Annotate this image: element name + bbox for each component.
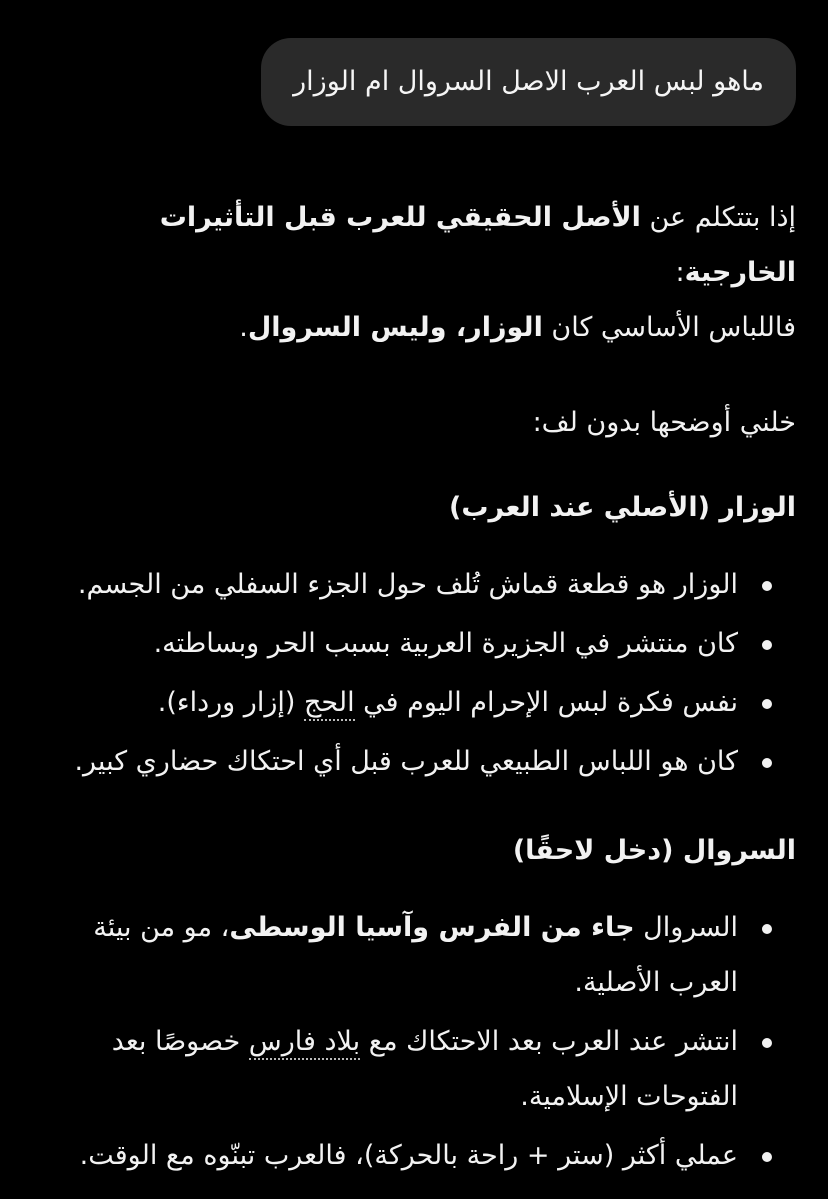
list-item-text: (إزار ورداء). [157, 687, 304, 718]
list-item [40, 1128, 796, 1183]
list-item [40, 557, 796, 612]
section-heading-wizar: الوزار (الأصلي عند العرب) [449, 492, 796, 523]
bullet-dot [762, 581, 772, 591]
intro-period: . [239, 312, 248, 343]
user-message-text: ماهو لبس العرب الاصل السروال ام الوزار [293, 66, 764, 97]
bullet-dot [762, 640, 772, 650]
persia-link[interactable]: بلاد فارس [249, 1026, 360, 1060]
bullet-dot [762, 758, 772, 768]
list-item [40, 675, 796, 730]
intro-bold: الأصل الحقيقي للعرب قبل التأثيرات الخارجية [159, 202, 796, 288]
list-item-text: ، مو من بيئة العرب الأصلية. [93, 912, 738, 998]
list-item-text: كان منتشر في الجزيرة العربية بسبب الحر وبساطته. [153, 628, 738, 659]
list-item-text: الوزار هو قطعة قماش تُلف حول الجزء السفلي من الجسم. [77, 569, 738, 600]
section-heading-sirwal: السروال (دخل لاحقًا) [512, 835, 796, 866]
intro-line-2 [40, 300, 796, 355]
intro-bold-wizar: الوزار [466, 312, 543, 343]
lead-text: خلني أوضحها بدون لف: [532, 407, 796, 438]
bullet-dot [762, 699, 772, 709]
intro-text: إذا بتتكلم عن [640, 202, 796, 233]
list-item [40, 1014, 796, 1124]
list-item-text: نفس فكرة لبس الإحرام اليوم في [354, 687, 738, 718]
list-item [40, 900, 796, 1010]
list-item-text: السروال [634, 912, 738, 943]
list-item [40, 734, 796, 789]
section-list-sirwal [40, 900, 796, 1183]
intro-line-1 [40, 190, 796, 300]
list-item-bold: جاء من الفرس وآسيا الوسطى [229, 912, 635, 943]
list-item-text: خصوصًا بعد الفتوحات الإسلامية. [111, 1026, 738, 1112]
user-message-bubble [261, 38, 796, 126]
intro-comma: ، [446, 312, 467, 343]
list-item-text: كان هو اللباس الطبيعي للعرب قبل أي احتكاك حضاري كبير. [74, 746, 738, 777]
bullet-dot [762, 1152, 772, 1162]
section-list-wizar [40, 557, 796, 789]
intro-bold-sirwal: وليس السروال [247, 312, 447, 343]
bullet-dot [762, 924, 772, 934]
assistant-response [40, 190, 796, 1187]
list-item-text: انتشر عند العرب بعد الاحتكاك مع [360, 1026, 738, 1057]
list-item [40, 616, 796, 671]
bullet-dot [762, 1038, 772, 1048]
intro-text-2: فاللباس الأساسي كان [542, 312, 796, 343]
intro-colon: : [675, 257, 685, 288]
list-item-text: عملي أكثر (ستر + راحة بالحركة)، فالعرب تبنّوه مع الوقت. [79, 1140, 738, 1171]
hajj-link[interactable]: الحج [304, 687, 355, 721]
